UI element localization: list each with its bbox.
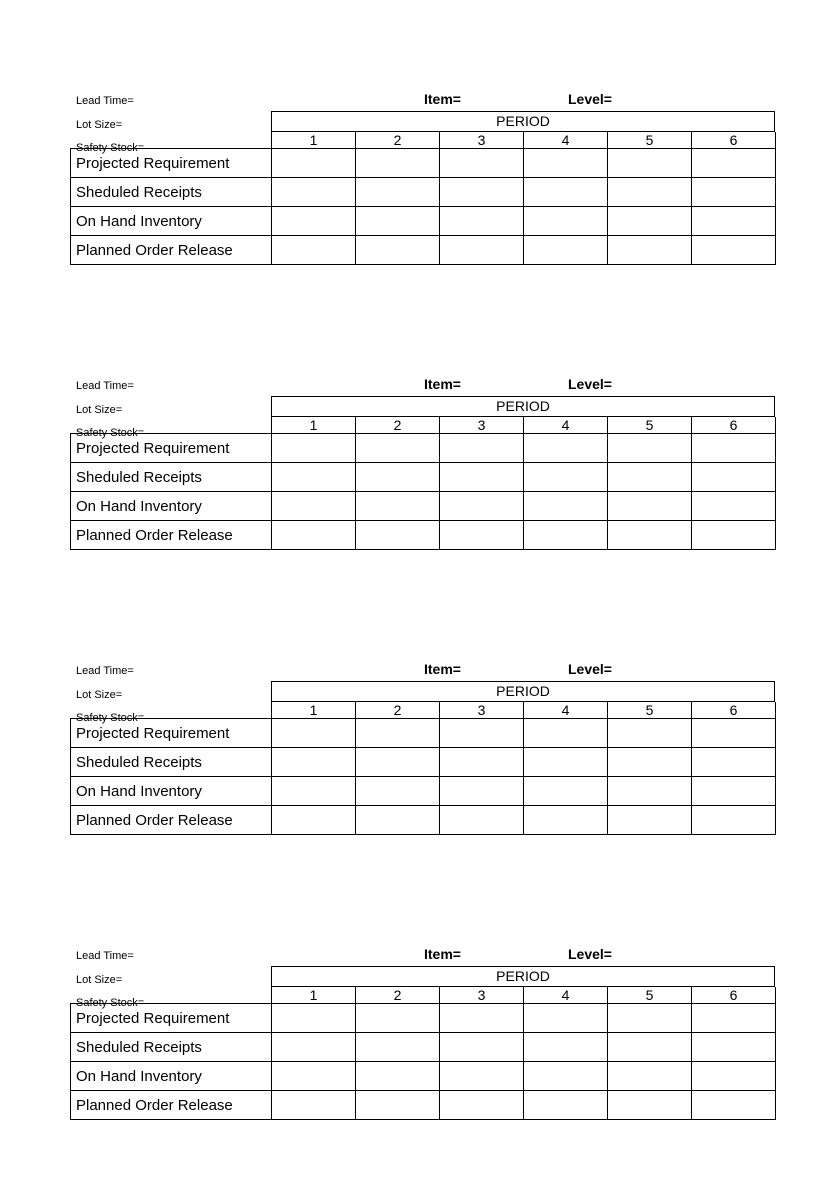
entry-cell[interactable]	[608, 521, 692, 550]
planned-order-release-row	[71, 236, 776, 265]
entry-cell[interactable]	[356, 1062, 440, 1091]
entry-cell[interactable]	[692, 521, 776, 550]
entry-cell[interactable]	[272, 1062, 356, 1091]
entry-cell[interactable]	[524, 492, 608, 521]
mrp-record-block	[70, 371, 775, 561]
entry-cell[interactable]	[524, 748, 608, 777]
entry-cell[interactable]	[356, 463, 440, 492]
entry-cell[interactable]	[524, 178, 608, 207]
entry-cell[interactable]	[692, 207, 776, 236]
entry-cell[interactable]	[356, 1091, 440, 1120]
period-number-cell: 2	[356, 132, 440, 149]
entry-cell[interactable]	[272, 1091, 356, 1120]
projected-requirement-row	[71, 434, 776, 463]
planned-order-release-row	[71, 806, 776, 835]
entry-cell[interactable]	[272, 434, 356, 463]
header-spacer-cell	[71, 417, 272, 434]
entry-cell[interactable]	[272, 1033, 356, 1062]
entry-cell[interactable]	[692, 806, 776, 835]
period-number-cell: 6	[692, 132, 776, 149]
entry-cell[interactable]	[608, 777, 692, 806]
entry-cell[interactable]	[272, 149, 356, 178]
entry-cell[interactable]	[356, 521, 440, 550]
entry-cell[interactable]	[272, 463, 356, 492]
entry-cell[interactable]	[272, 178, 356, 207]
item-label: Item=	[424, 946, 461, 962]
lot-size-label: Lot Size=	[76, 404, 123, 416]
mrp-table	[70, 132, 776, 265]
period-number-cell: 3	[440, 987, 524, 1004]
mrp-table	[70, 417, 776, 550]
entry-cell[interactable]	[524, 1091, 608, 1120]
on-hand-inventory-row	[71, 207, 776, 236]
entry-cell[interactable]	[692, 1062, 776, 1091]
level-label: Level=	[568, 91, 612, 107]
period-number-cell: 3	[440, 132, 524, 149]
entry-cell[interactable]	[608, 492, 692, 521]
row-label: On Hand Inventory	[71, 777, 272, 806]
entry-cell[interactable]	[692, 1004, 776, 1033]
row-label: Planned Order Release	[71, 236, 272, 265]
entry-cell[interactable]	[356, 492, 440, 521]
entry-cell[interactable]	[272, 806, 356, 835]
mrp-record-block	[70, 86, 775, 276]
entry-cell[interactable]	[692, 1091, 776, 1120]
row-label: Sheduled Receipts	[71, 463, 272, 492]
period-number-cell: 4	[524, 702, 608, 719]
level-label: Level=	[568, 661, 612, 677]
entry-cell[interactable]	[356, 1004, 440, 1033]
entry-cell[interactable]	[608, 748, 692, 777]
entry-cell[interactable]	[356, 434, 440, 463]
safety-stock-label: Safety Stock=	[76, 712, 145, 724]
entry-cell[interactable]	[272, 492, 356, 521]
entry-cell[interactable]	[608, 1004, 692, 1033]
scheduled-receipts-row	[71, 178, 776, 207]
lot-size-label: Lot Size=	[76, 119, 123, 131]
entry-cell[interactable]	[608, 463, 692, 492]
entry-cell[interactable]	[524, 463, 608, 492]
entry-cell[interactable]	[440, 521, 524, 550]
entry-cell[interactable]	[608, 178, 692, 207]
entry-cell[interactable]	[524, 719, 608, 748]
projected-requirement-row	[71, 149, 776, 178]
period-number-row	[71, 132, 776, 149]
projected-requirement-row	[71, 1004, 776, 1033]
entry-cell[interactable]	[440, 434, 524, 463]
entry-cell[interactable]	[692, 434, 776, 463]
period-number-row	[71, 417, 776, 434]
level-label: Level=	[568, 376, 612, 392]
entry-cell[interactable]	[440, 719, 524, 748]
entry-cell[interactable]	[356, 806, 440, 835]
entry-cell[interactable]	[524, 1004, 608, 1033]
entry-cell[interactable]	[692, 719, 776, 748]
entry-cell[interactable]	[524, 149, 608, 178]
level-label: Level=	[568, 946, 612, 962]
entry-cell[interactable]	[440, 149, 524, 178]
entry-cell[interactable]	[692, 236, 776, 265]
entry-cell[interactable]	[524, 521, 608, 550]
header-spacer-cell	[71, 132, 272, 149]
entry-cell[interactable]	[272, 777, 356, 806]
period-number-cell: 1	[272, 417, 356, 434]
entry-cell[interactable]	[440, 492, 524, 521]
period-number-cell: 5	[608, 417, 692, 434]
scheduled-receipts-row	[71, 1033, 776, 1062]
entry-cell[interactable]	[608, 236, 692, 265]
on-hand-inventory-row	[71, 492, 776, 521]
entry-cell[interactable]	[356, 149, 440, 178]
lot-size-label: Lot Size=	[76, 974, 123, 986]
period-number-row	[71, 987, 776, 1004]
entry-cell[interactable]	[524, 207, 608, 236]
row-label: Sheduled Receipts	[71, 1033, 272, 1062]
entry-cell[interactable]	[524, 777, 608, 806]
lead-time-label: Lead Time=	[76, 950, 134, 962]
period-number-cell: 2	[356, 987, 440, 1004]
period-number-cell: 5	[608, 702, 692, 719]
entry-cell[interactable]	[608, 149, 692, 178]
entry-cell[interactable]	[272, 1004, 356, 1033]
period-header: PERIOD	[271, 966, 775, 987]
entry-cell[interactable]	[440, 1004, 524, 1033]
lot-size-label: Lot Size=	[76, 689, 123, 701]
period-number-row	[71, 702, 776, 719]
lead-time-label: Lead Time=	[76, 665, 134, 677]
entry-cell[interactable]	[608, 806, 692, 835]
entry-cell[interactable]	[440, 463, 524, 492]
period-number-cell: 3	[440, 417, 524, 434]
entry-cell[interactable]	[608, 1062, 692, 1091]
entry-cell[interactable]	[692, 1033, 776, 1062]
item-label: Item=	[424, 91, 461, 107]
row-label: Projected Requirement	[71, 434, 272, 463]
row-label: On Hand Inventory	[71, 1062, 272, 1091]
period-number-cell: 2	[356, 417, 440, 434]
entry-cell[interactable]	[692, 777, 776, 806]
row-label: Planned Order Release	[71, 1091, 272, 1120]
period-number-cell: 6	[692, 417, 776, 434]
entry-cell[interactable]	[356, 178, 440, 207]
entry-cell[interactable]	[272, 719, 356, 748]
entry-cell[interactable]	[524, 1062, 608, 1091]
on-hand-inventory-row	[71, 777, 776, 806]
entry-cell[interactable]	[524, 1033, 608, 1062]
period-number-cell: 1	[272, 132, 356, 149]
entry-cell[interactable]	[272, 748, 356, 777]
scheduled-receipts-row	[71, 748, 776, 777]
header-spacer-cell	[71, 987, 272, 1004]
entry-cell[interactable]	[440, 1062, 524, 1091]
entry-cell[interactable]	[608, 1091, 692, 1120]
entry-cell[interactable]	[356, 719, 440, 748]
entry-cell[interactable]	[356, 1033, 440, 1062]
entry-cell[interactable]	[356, 236, 440, 265]
planned-order-release-row	[71, 521, 776, 550]
period-header: PERIOD	[271, 681, 775, 702]
row-label: Projected Requirement	[71, 149, 272, 178]
entry-cell[interactable]	[608, 207, 692, 236]
projected-requirement-row	[71, 719, 776, 748]
entry-cell[interactable]	[524, 434, 608, 463]
period-number-cell: 3	[440, 702, 524, 719]
lead-time-label: Lead Time=	[76, 95, 134, 107]
row-label: Planned Order Release	[71, 806, 272, 835]
period-number-cell: 5	[608, 987, 692, 1004]
mrp-record-block	[70, 656, 775, 846]
entry-cell[interactable]	[440, 1033, 524, 1062]
entry-cell[interactable]	[440, 748, 524, 777]
row-label: Sheduled Receipts	[71, 178, 272, 207]
period-number-cell: 1	[272, 702, 356, 719]
period-number-cell: 6	[692, 702, 776, 719]
safety-stock-label: Safety Stock=	[76, 142, 145, 154]
period-header: PERIOD	[271, 396, 775, 417]
entry-cell[interactable]	[356, 777, 440, 806]
entry-cell[interactable]	[524, 236, 608, 265]
safety-stock-label: Safety Stock=	[76, 427, 145, 439]
entry-cell[interactable]	[356, 748, 440, 777]
entry-cell[interactable]	[692, 149, 776, 178]
entry-cell[interactable]	[524, 806, 608, 835]
period-number-cell: 4	[524, 132, 608, 149]
row-label: On Hand Inventory	[71, 492, 272, 521]
entry-cell[interactable]	[608, 1033, 692, 1062]
period-number-cell: 1	[272, 987, 356, 1004]
entry-cell[interactable]	[440, 236, 524, 265]
header-spacer-cell	[71, 702, 272, 719]
entry-cell[interactable]	[440, 806, 524, 835]
entry-cell[interactable]	[608, 719, 692, 748]
entry-cell[interactable]	[692, 178, 776, 207]
row-label: Sheduled Receipts	[71, 748, 272, 777]
item-label: Item=	[424, 376, 461, 392]
entry-cell[interactable]	[272, 236, 356, 265]
row-label: On Hand Inventory	[71, 207, 272, 236]
period-number-cell: 2	[356, 702, 440, 719]
period-header: PERIOD	[271, 111, 775, 132]
entry-cell[interactable]	[692, 748, 776, 777]
planned-order-release-row	[71, 1091, 776, 1120]
on-hand-inventory-row	[71, 1062, 776, 1091]
entry-cell[interactable]	[440, 1091, 524, 1120]
mrp-table	[70, 702, 776, 835]
scheduled-receipts-row	[71, 463, 776, 492]
entry-cell[interactable]	[692, 492, 776, 521]
row-label: Projected Requirement	[71, 719, 272, 748]
entry-cell[interactable]	[356, 207, 440, 236]
entry-cell[interactable]	[272, 207, 356, 236]
entry-cell[interactable]	[692, 463, 776, 492]
entry-cell[interactable]	[440, 178, 524, 207]
entry-cell[interactable]	[440, 207, 524, 236]
mrp-table	[70, 987, 776, 1120]
entry-cell[interactable]	[272, 521, 356, 550]
period-number-cell: 4	[524, 987, 608, 1004]
row-label: Planned Order Release	[71, 521, 272, 550]
period-number-cell: 5	[608, 132, 692, 149]
mrp-record-block	[70, 941, 775, 1131]
row-label: Projected Requirement	[71, 1004, 272, 1033]
item-label: Item=	[424, 661, 461, 677]
safety-stock-label: Safety Stock=	[76, 997, 145, 1009]
period-number-cell: 6	[692, 987, 776, 1004]
entry-cell[interactable]	[608, 434, 692, 463]
lead-time-label: Lead Time=	[76, 380, 134, 392]
entry-cell[interactable]	[440, 777, 524, 806]
period-number-cell: 4	[524, 417, 608, 434]
